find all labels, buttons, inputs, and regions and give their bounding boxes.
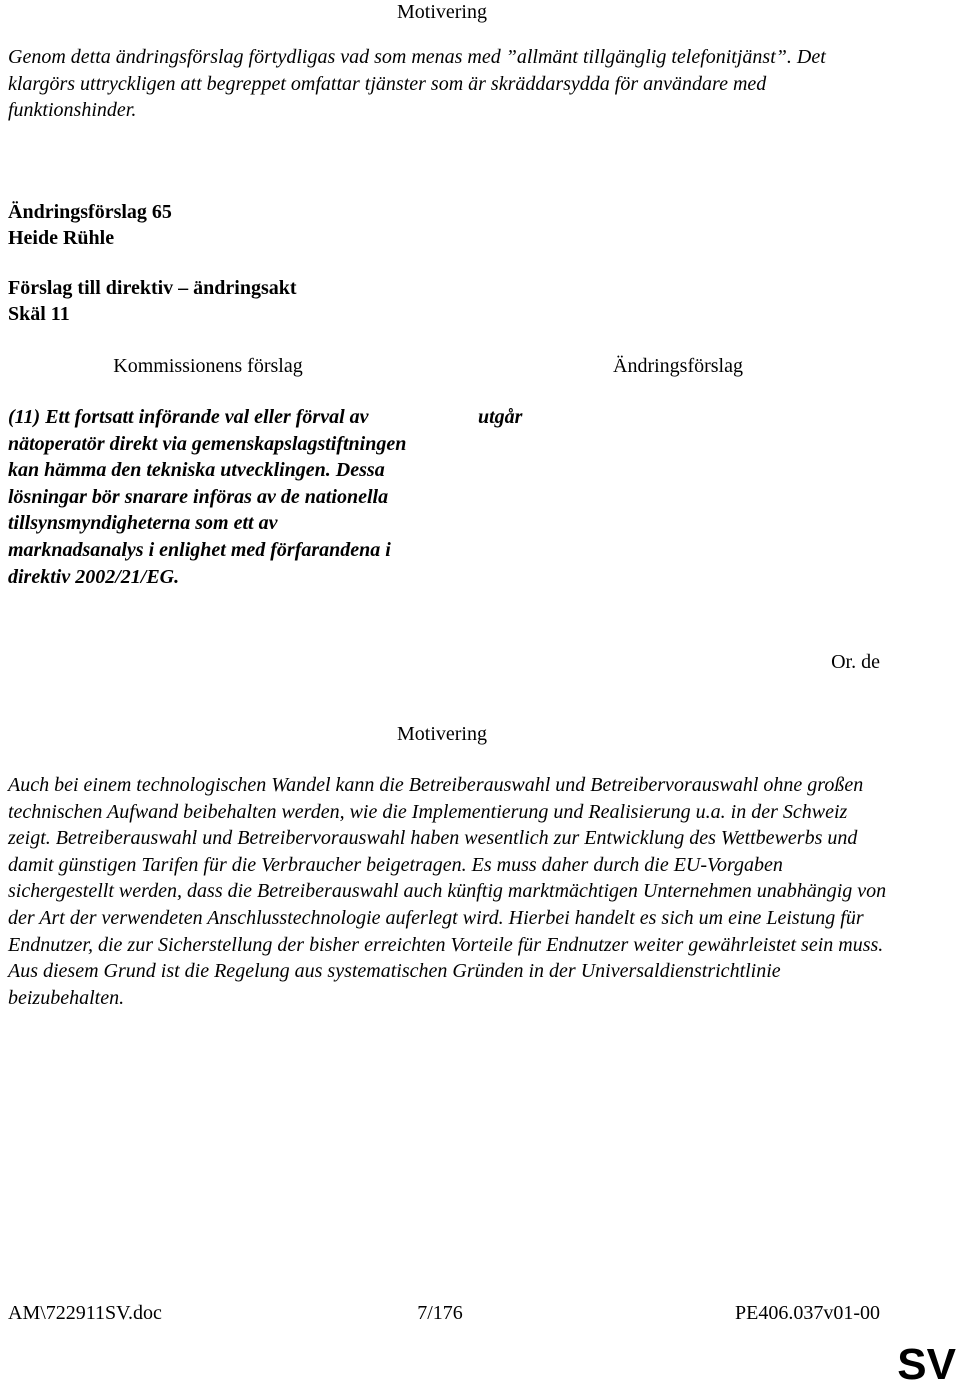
commission-proposal-text: (11) Ett fortsatt införande val eller förval av nätoperatör direkt via gemenskapslagstiftningen kan hämma den tekniska utvecklingen. Dessa lösningar bör snarare införas av de nationella tillsynsmyndigheterna som ett av marknadsanalys i enlighet med förfarandena i direktiv 2002/21/EG. — [8, 406, 407, 588]
amendment-number: Ändringsförslag 65 — [8, 201, 172, 223]
footer-pe-reference: PE406.037v01-00 — [735, 1302, 880, 1324]
motivation-heading: Motivering — [397, 1, 487, 23]
footer-doc-reference: AM\722911SV.doc — [8, 1302, 162, 1324]
language-code: SV — [897, 1340, 956, 1389]
motivation-heading: Motivering — [397, 723, 487, 745]
amendment-author: Heide Rühle — [8, 227, 115, 249]
proposal-title: Förslag till direktiv – ändringsakt — [8, 277, 297, 299]
motivation-text: Genom detta ändringsförslag förtydligas vad som menas med ”allmänt tillgänglig telefonitjänst”. Det klargörs uttryckligen att begreppet omfattar tjänster som är skräddarsydda för användare med funktionshinder. — [8, 46, 826, 122]
recital-reference: Skäl 11 — [8, 303, 70, 325]
commission-proposal-header: Kommissionens förslag — [113, 355, 303, 377]
amendment-text: utgår — [478, 406, 523, 428]
footer-page-number: 7/176 — [417, 1302, 463, 1324]
amendment-header: Ändringsförslag — [613, 355, 743, 377]
original-language: Or. de — [831, 651, 880, 673]
motivation-text: Auch bei einem technologischen Wandel kann die Betreiberauswahl und Betreibervorauswahl ohne großen technischen Aufwand beibehalten werden, wie die Implementierung und Realisierung u.a. in der Schweiz zeigt. Betreiberauswahl und Betreibervorauswahl haben wesentlich zur Entwicklung des Wettbewerbs und damit günstigen Tarifen für die Verbraucher beigetragen. Es muss daher durch die EU-Vorgaben sichergestellt werden, dass die Betreiberauswahl auch künftig marktmächtigen Unternehmen unabhängig von der Art der verwendeten Anschlusstechnologie auferlegt wird. Hierbei handelt es sich um eine Leistung für Endnutzer, die zur Sicherstellung der bisher erreichten Vorteile für Endnutzer weiter gewährleistet sein muss. Aus diesem Grund ist die Regelung aus systematischen Gründen in der Universaldienstrichtlinie beizubehalten. — [8, 774, 887, 1009]
